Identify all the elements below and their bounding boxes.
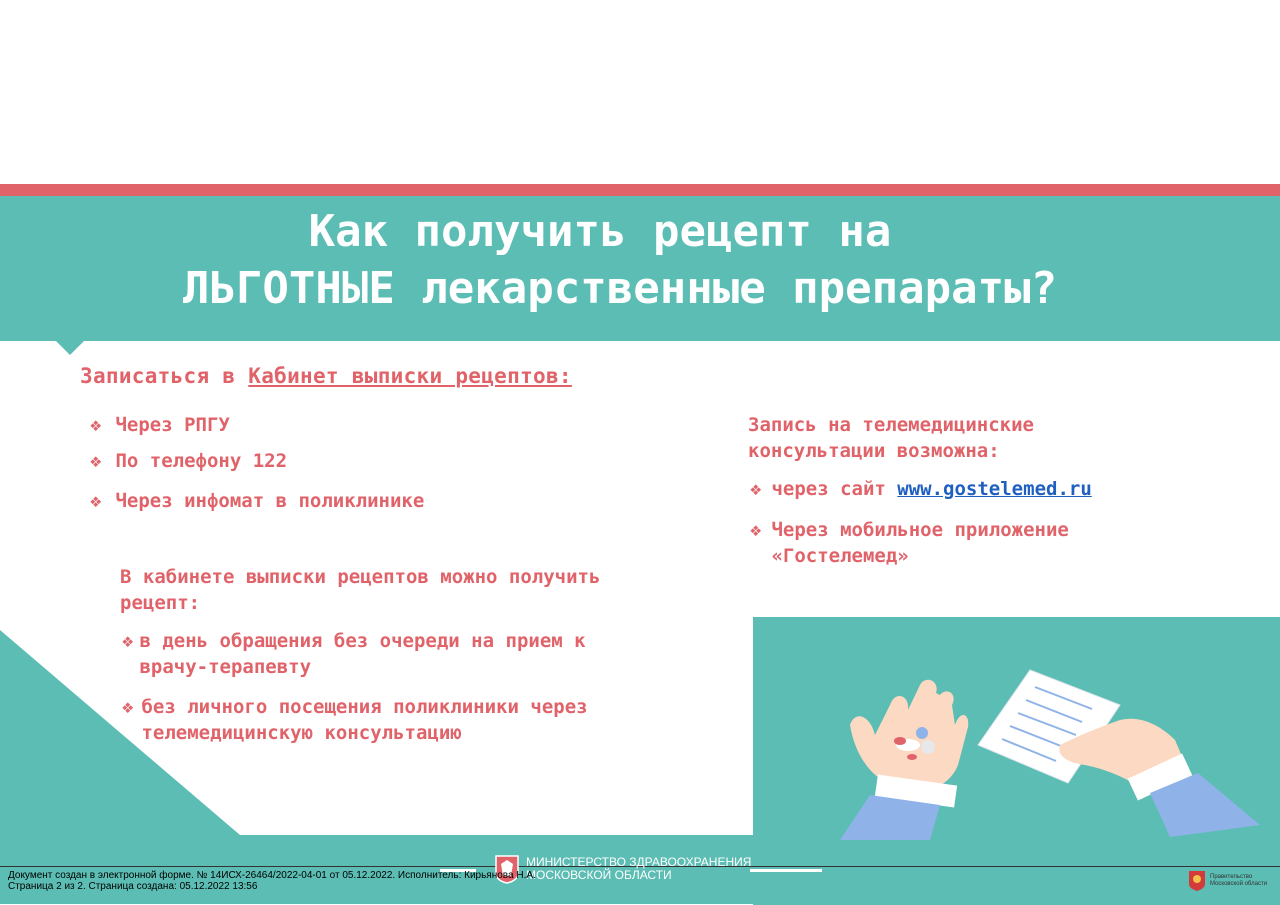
gov-name-line2: Московской области <box>1210 881 1268 887</box>
header-notch <box>56 341 84 355</box>
government-emblem-icon <box>1188 870 1206 892</box>
bullet-icon: ❖ <box>90 490 102 512</box>
ministry-name-line1: МИНИСТЕРСТВО ЗДРАВООХРАНЕНИЯ <box>526 855 752 869</box>
hands-illustration <box>830 665 1270 840</box>
bullet-icon: ❖ <box>90 414 102 436</box>
telemed-heading: Запись на телемедицинские консультации возможна: <box>748 414 1034 462</box>
footer-line1: Документ создан в электронной форме. № 14ИСХ-26464/2022-04-01 от 05.12.2022. Исполнитель: Кирьянова Н.А. <box>8 870 536 881</box>
signup-item <box>90 490 424 512</box>
cabinet-item <box>122 628 642 680</box>
telemed-item <box>750 517 1170 569</box>
telemed-item-label: Через мобильное приложение «Гостелемед» <box>771 519 1069 567</box>
top-red-stripe <box>0 184 1280 196</box>
government-logo <box>1188 870 1267 892</box>
page-title-line2: ЛЬГОТНЫЕ лекарственные препараты? <box>182 263 1058 314</box>
cabinet-item-label: в день обращения без очереди на прием к врачу-терапевту <box>139 630 586 678</box>
signup-item <box>90 414 230 436</box>
signup-item-label: По телефону 122 <box>115 450 288 472</box>
cabinet-item <box>122 694 662 746</box>
bullet-icon: ❖ <box>750 519 762 541</box>
page-title-line1: Как получить рецепт на <box>308 206 892 257</box>
signup-item-label: Через РПГУ <box>115 414 230 436</box>
bullet-icon: ❖ <box>90 450 102 472</box>
ministry-name-line2: МОСКОВСКОЙ ОБЛАСТИ <box>526 868 672 882</box>
hand-holding-paper-icon <box>1059 719 1260 837</box>
bullet-icon: ❖ <box>122 630 134 652</box>
bullet-icon: ❖ <box>750 478 762 500</box>
telemed-item <box>750 478 1092 500</box>
signup-item-label: Через инфомат в поликлинике <box>115 490 425 512</box>
gostelemed-link[interactable]: www.gostelemed.ru <box>897 478 1092 500</box>
cabinet-link-text: Кабинет выписки рецептов: <box>248 364 572 388</box>
document-footer <box>8 870 536 892</box>
telemed-item-prefix: через сайт <box>771 478 898 500</box>
telemed-item-label <box>771 478 1091 500</box>
cabinet-heading: В кабинете выписки рецептов можно получить рецепт: <box>120 566 601 614</box>
bullet-icon: ❖ <box>122 696 134 718</box>
signup-heading-prefix: Записаться в <box>80 364 249 388</box>
footer-dash <box>750 869 822 872</box>
signup-item <box>90 450 287 472</box>
gov-name-line1: Правительство <box>1210 874 1253 880</box>
signup-heading <box>80 364 572 388</box>
hand-with-pills-icon <box>840 680 968 840</box>
footer-line2: Страница 2 из 2. Страница создана: 05.12.2022 13:56 <box>8 881 258 892</box>
cabinet-item-label: без личного посещения поликлиники через телемедицинскую консультацию <box>141 696 588 744</box>
